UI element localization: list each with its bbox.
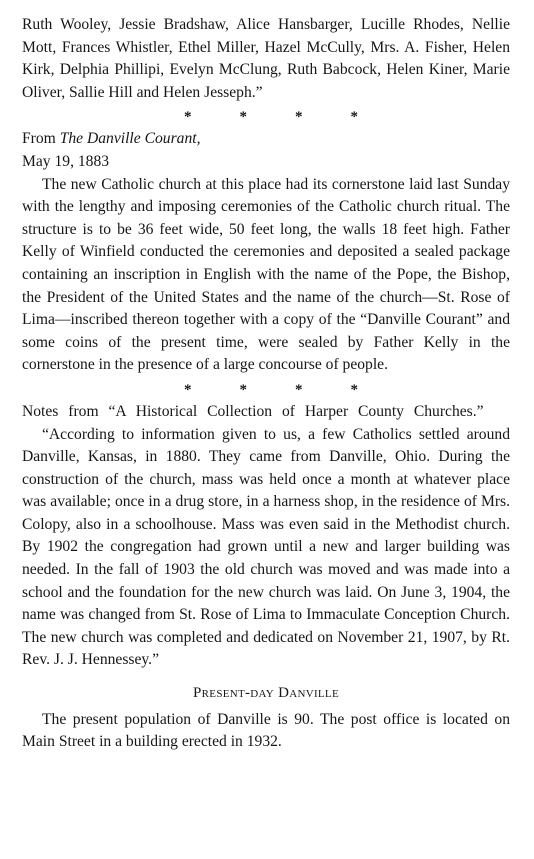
separator-star: * [184, 109, 192, 126]
source-prefix: From [22, 130, 60, 148]
notes-intro: Notes from “A Historical Collection of Harper County Churches.” [22, 402, 484, 420]
document-page [22, 14, 510, 754]
source-title: The Danville Courant, [59, 130, 201, 148]
notes-quote-body: “According to information given to us, a few Catholics settled around Danville, Kansas, in 1880. They came from Danville, Ohio. During the construction of the church, mass was held once a month at whatever place was available; once in a drug store, in a harness shop, in the residence of Mrs. Colopy, also in a schoolhouse. Mass was even said in the Methodist church. By 1902 the congregation had grown until a new and larger building was needed. In the fall of 1903 the old church was moved and was made into a school and the foundation for the new church was laid. On June 3, 1904, the name was changed from St. Rose of Lima to Immaculate Conception Church. The new church was completed and dedicated on November 21, 1907, by Rt. Rev. J. J. Hennessey.” [22, 425, 510, 669]
present-day-body: The present population of Danville is 90. The post office is located on Main Street in a building erected in 1932. [22, 710, 510, 751]
separator-star: * [184, 381, 192, 398]
section-separator [22, 380, 510, 400]
courant-article-body: The new Catholic church at this place had its cornerstone laid last Sunday with the lengthy and imposing ceremonies of the Catholic church ritual. The structure is to be 36 feet wide, 50 feet long, the walls 18 feet high. Father Kelly of Winfield conducted the ceremonies and deposited a sealed package containing an inscription in English with the name of the Pope, the Bishop, the President of the United States and the name of the church—St. Rose of Lima—inscribed thereon together with a copy of the “Danville Courant” and some coins of the present time, were sealed by Father Kelly in the cornerstone in the presence of a large concourse of people. [22, 175, 510, 374]
separator-star: * [239, 109, 247, 126]
courant-date: May 19, 1883 [22, 152, 110, 170]
separator-star: * [295, 381, 303, 398]
intro-names-paragraph: Ruth Wooley, Jessie Bradshaw, Alice Hansbarger, Lucille Rhodes, Nellie Mott, Frances Whistler, Ethel Miller, Hazel McCully, Mrs. A. Fisher, Helen Kirk, Delphia Phillipi, Evelyn McClung, Ruth Babcock, Helen Kiner, Marie Oliver, Sallie Hill and Helen Jesseph.” [22, 16, 510, 101]
separator-star: * [350, 381, 358, 398]
separator-star: * [350, 109, 358, 126]
separator-star: * [239, 381, 247, 398]
section-heading: Present-day Danville [193, 685, 339, 702]
separator-star: * [295, 109, 303, 126]
courant-source-line [22, 128, 510, 151]
section-separator [22, 107, 510, 127]
